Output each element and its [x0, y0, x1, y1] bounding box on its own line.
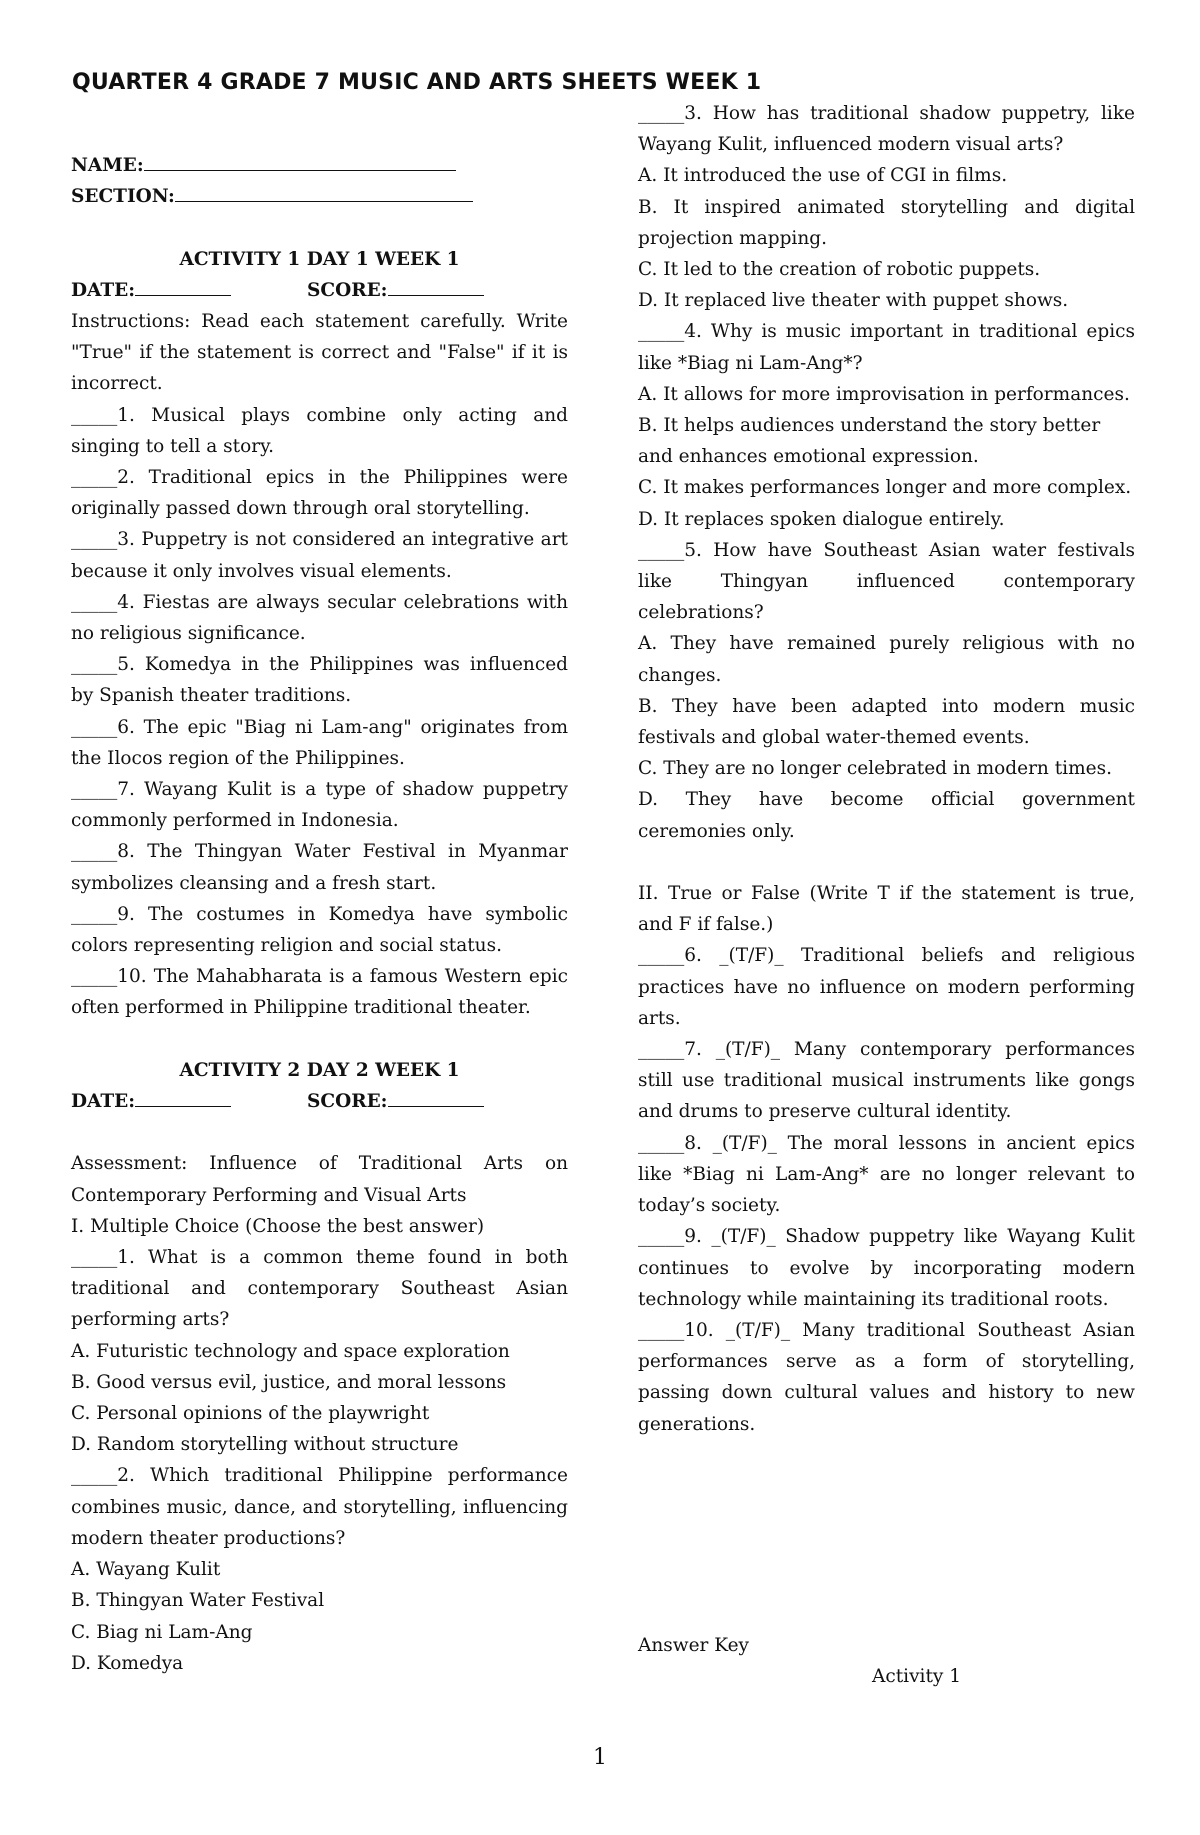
question-1-option: A. Futuristic technology and space exploration	[71, 1340, 510, 1362]
activity1-item: _____3. Puppetry is not considered an integrative art because it only involves visual elements.	[71, 529, 568, 582]
activity2-date-score	[71, 1086, 568, 1117]
question-3-option: D. It replaced live theater with puppet shows.	[638, 290, 1069, 312]
assessment-title: Assessment: Influence of Traditional Arts on Contemporary Performing and Visual Arts	[71, 1153, 568, 1206]
activity1-item: _____9. The costumes in Komedya have symbolic colors representing religion and social status.	[71, 903, 568, 957]
question-1-option: B. Good versus evil, justice, and moral lessons	[71, 1371, 507, 1393]
question-2-option: C. Biag ni Lam-Ang	[71, 1621, 253, 1643]
section-label: SECTION:	[71, 186, 175, 208]
activity1-date-score	[71, 275, 568, 306]
tf-item: _____7. _(T/F)_ Many contemporary performances still use traditional musical instruments like gongs and drums to preserve cultural identity.	[638, 1039, 1135, 1123]
question-5-option: C. They are no longer celebrated in modern times.	[638, 758, 1112, 780]
activity1-item: _____5. Komedya in the Philippines was influenced by Spanish theater traditions.	[71, 654, 568, 707]
question-5-option: B. They have been adapted into modern music festivals and global water-themed events.	[638, 695, 1135, 749]
question-4: _____4. Why is music important in traditional epics like *Biag ni Lam-Ang*?	[638, 321, 1135, 374]
answer-key-activity: Activity 1	[872, 1665, 961, 1687]
question-2-option: A. Wayang Kulit	[71, 1559, 221, 1581]
question-4-option: A. It allows for more improvisation in performances.	[638, 383, 1130, 405]
activity1-item: _____1. Musical plays combine only acting and singing to tell a story.	[71, 404, 568, 457]
document-title: QUARTER 4 GRADE 7 MUSIC AND ARTS SHEETS WEEK 1	[72, 70, 762, 95]
question-5: _____5. How have Southeast Asian water festivals like Thingyan influenced contemporary celebrations?	[638, 539, 1135, 624]
activity1-item: _____7. Wayang Kulit is a type of shadow puppetry commonly performed in Indonesia.	[71, 779, 568, 832]
name-label: NAME:	[71, 155, 144, 176]
answer-key-label: Answer Key	[638, 1634, 749, 1656]
activity1-item: _____4. Fiestas are always secular celebrations with no religious significance.	[71, 591, 568, 645]
activity1-instructions: Instructions: Read each statement carefully. Write "True" if the statement is correct and "False" if it is incorrect.	[71, 311, 568, 395]
question-5-option: D. They have become official government ceremonies only.	[638, 789, 1135, 842]
activity2-score-blank[interactable]	[388, 1088, 484, 1107]
section-line	[71, 181, 568, 212]
question-1-option: C. Personal opinions of the playwright	[71, 1403, 430, 1425]
activity1-score-blank[interactable]	[388, 277, 484, 296]
activity1-item: _____8. The Thingyan Water Festival in Myanmar symbolizes cleansing and a fresh start.	[71, 841, 568, 894]
activity1-item: _____2. Traditional epics in the Philippines were originally passed down through oral storytelling.	[71, 467, 568, 520]
question-3-option: A. It introduced the use of CGI in films.	[638, 165, 1008, 187]
name-line	[71, 150, 568, 181]
question-2: _____2. Which traditional Philippine performance combines music, dance, and storytelling, influencing modern theater productions?	[71, 1465, 568, 1549]
question-2-option: B. Thingyan Water Festival	[71, 1590, 325, 1612]
question-1-option: D. Random storytelling without structure	[71, 1434, 459, 1456]
name-blank[interactable]	[144, 152, 456, 171]
question-1: _____1. What is a common theme found in both traditional and contemporary Southeast Asian performing arts?	[71, 1247, 568, 1331]
right-column	[638, 98, 1135, 1692]
question-3-option: B. It inspired animated storytelling and digital projection mapping.	[638, 196, 1135, 249]
activity1-date-label: DATE:	[71, 279, 136, 301]
activity1-date-blank[interactable]	[135, 277, 231, 296]
activity1-item: _____10. The Mahabharata is a famous Western epic often performed in Philippine traditional theater.	[71, 966, 568, 1019]
question-4-option: D. It replaces spoken dialogue entirely.	[638, 508, 1005, 530]
question-3: _____3. How has traditional shadow puppetry, like Wayang Kulit, influenced modern visual arts?	[638, 103, 1135, 156]
question-5-option: A. They have remained purely religious with no changes.	[638, 633, 1135, 686]
left-column	[71, 150, 568, 1679]
question-4-option: B. It helps audiences understand the story better and enhances emotional expression.	[638, 415, 1101, 468]
question-3-option: C. It led to the creation of robotic puppets.	[638, 259, 1041, 281]
activity2-heading: ACTIVITY 2 DAY 2 WEEK 1	[179, 1059, 460, 1081]
section-blank[interactable]	[175, 183, 473, 202]
page-number: 1	[593, 1745, 607, 1770]
tf-item: _____10. _(T/F)_ Many traditional Southeast Asian performances serve as a form of storytelling, passing down cultural values and history to new generations.	[638, 1319, 1135, 1435]
activity2-date-label: DATE:	[71, 1091, 136, 1113]
activity2-date-blank[interactable]	[135, 1088, 231, 1107]
tf-item: _____9. _(T/F)_ Shadow puppetry like Wayang Kulit continues to evolve by incorporating modern technology while maintaining its traditional roots.	[638, 1226, 1135, 1310]
part1-heading: I. Multiple Choice (Choose the best answer)	[71, 1215, 485, 1237]
question-4-option: C. It makes performances longer and more complex.	[638, 477, 1132, 499]
tf-item: _____6. _(T/F)_ Traditional beliefs and religious practices have no influence on modern performing arts.	[638, 945, 1135, 1029]
question-2-option: D. Komedya	[71, 1652, 184, 1674]
part2-heading: II. True or False (Write T if the statement is true, and F if false.)	[638, 883, 1135, 936]
activity1-heading: ACTIVITY 1 DAY 1 WEEK 1	[179, 248, 460, 270]
activity1-score-label: SCORE:	[307, 279, 388, 301]
activity1-item: _____6. The epic "Biag ni Lam-ang" originates from the Ilocos region of the Philippines.	[71, 716, 568, 769]
activity2-score-label: SCORE:	[307, 1091, 388, 1113]
tf-item: _____8. _(T/F)_ The moral lessons in ancient epics like *Biag ni Lam-Ang* are no longer relevant to today’s society.	[638, 1132, 1135, 1217]
